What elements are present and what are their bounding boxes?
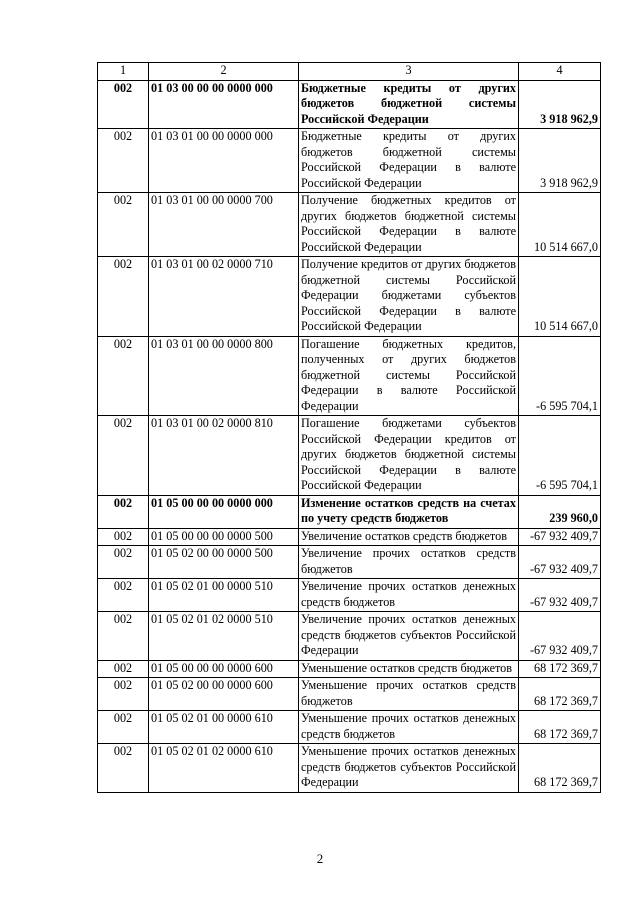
description-cell: Уменьшение прочих остатков денежных средств бюджетов: [299, 711, 519, 744]
admin-code-cell: 002: [98, 495, 149, 528]
table-row: [98, 257, 601, 337]
admin-code-cell: 002: [98, 744, 149, 793]
table-row: [98, 193, 601, 257]
table-row: [98, 579, 601, 612]
amount-cell: -67 932 409,7: [519, 528, 601, 546]
amount-cell: 10 514 667,0: [519, 193, 601, 257]
header-col-1: 1: [98, 63, 149, 81]
description-cell: Уменьшение прочих остатков денежных средств бюджетов субъектов Российской Федерации: [299, 744, 519, 793]
header-col-2: 2: [149, 63, 299, 81]
admin-code-cell: 002: [98, 711, 149, 744]
admin-code-cell: 002: [98, 80, 149, 129]
amount-cell: -67 932 409,7: [519, 612, 601, 661]
admin-code-cell: 002: [98, 579, 149, 612]
classification-code-cell: 01 05 02 00 00 0000 600: [149, 678, 299, 711]
table-row: [98, 612, 601, 661]
table-row: [98, 744, 601, 793]
admin-code-cell: 002: [98, 193, 149, 257]
classification-code-cell: 01 03 01 00 00 0000 700: [149, 193, 299, 257]
table-row: [98, 546, 601, 579]
amount-cell: 68 172 369,7: [519, 660, 601, 678]
classification-code-cell: 01 05 02 00 00 0000 500: [149, 546, 299, 579]
header-col-3: 3: [299, 63, 519, 81]
classification-code-cell: 01 03 01 00 02 0000 810: [149, 416, 299, 496]
classification-code-cell: 01 05 00 00 00 0000 500: [149, 528, 299, 546]
classification-code-cell: 01 05 02 01 02 0000 510: [149, 612, 299, 661]
admin-code-cell: 002: [98, 336, 149, 416]
table-row: [98, 528, 601, 546]
page-number: 2: [316, 851, 324, 866]
admin-code-cell: 002: [98, 129, 149, 193]
classification-code-cell: 01 05 02 01 02 0000 610: [149, 744, 299, 793]
amount-cell: 239 960,0: [519, 495, 601, 528]
description-cell: Увеличение остатков средств бюджетов: [299, 528, 519, 546]
description-cell: Уменьшение остатков средств бюджетов: [299, 660, 519, 678]
admin-code-cell: 002: [98, 257, 149, 337]
header-col-4: 4: [519, 63, 601, 81]
table-body: [98, 63, 601, 793]
admin-code-cell: 002: [98, 546, 149, 579]
table-row: [98, 495, 601, 528]
amount-cell: -67 932 409,7: [519, 546, 601, 579]
amount-cell: -6 595 704,1: [519, 416, 601, 496]
classification-code-cell: 01 05 02 01 00 0000 610: [149, 711, 299, 744]
description-cell: Бюджетные кредиты от других бюджетов бюджетной системы Российской Федерации: [299, 80, 519, 129]
table-row: [98, 711, 601, 744]
classification-code-cell: 01 05 00 00 00 0000 000: [149, 495, 299, 528]
table-row: [98, 678, 601, 711]
description-cell: Получение кредитов от других бюджетов бюджетной системы Российской Федерации бюджетами субъектов Российской Федерации в валюте Российской Федерации: [299, 257, 519, 337]
classification-code-cell: 01 03 01 00 00 0000 800: [149, 336, 299, 416]
description-cell: Бюджетные кредиты от других бюджетов бюджетной системы Российской Федерации в валюте Российской Федерации: [299, 129, 519, 193]
description-cell: Изменение остатков средств на счетах по учету средств бюджетов: [299, 495, 519, 528]
description-cell: Получение бюджетных кредитов от других бюджетов бюджетной системы Российской Федерации в валюте Российской Федерации: [299, 193, 519, 257]
admin-code-cell: 002: [98, 528, 149, 546]
amount-cell: 3 918 962,9: [519, 80, 601, 129]
table-row: [98, 660, 601, 678]
classification-code-cell: 01 05 00 00 00 0000 600: [149, 660, 299, 678]
table-row: [98, 80, 601, 129]
admin-code-cell: 002: [98, 416, 149, 496]
budget-sources-table: [97, 62, 601, 793]
classification-code-cell: 01 03 01 00 02 0000 710: [149, 257, 299, 337]
description-cell: Погашение бюджетами субъектов Российской Федерации кредитов от других бюджетов бюджетной системы Российской Федерации в валюте Российской Федерации: [299, 416, 519, 496]
amount-cell: 3 918 962,9: [519, 129, 601, 193]
table-header-row: [98, 63, 601, 81]
amount-cell: 68 172 369,7: [519, 711, 601, 744]
amount-cell: 10 514 667,0: [519, 257, 601, 337]
table-row: [98, 416, 601, 496]
admin-code-cell: 002: [98, 660, 149, 678]
amount-cell: 68 172 369,7: [519, 678, 601, 711]
table-row: [98, 129, 601, 193]
description-cell: Увеличение прочих остатков средств бюджетов: [299, 546, 519, 579]
amount-cell: -6 595 704,1: [519, 336, 601, 416]
amount-cell: -67 932 409,7: [519, 579, 601, 612]
classification-code-cell: 01 03 01 00 00 0000 000: [149, 129, 299, 193]
amount-cell: 68 172 369,7: [519, 744, 601, 793]
table-row: [98, 336, 601, 416]
description-cell: Увеличение прочих остатков денежных средств бюджетов субъектов Российской Федерации: [299, 612, 519, 661]
classification-code-cell: 01 03 00 00 00 0000 000: [149, 80, 299, 129]
admin-code-cell: 002: [98, 612, 149, 661]
admin-code-cell: 002: [98, 678, 149, 711]
description-cell: Уменьшение прочих остатков средств бюджетов: [299, 678, 519, 711]
description-cell: Увеличение прочих остатков денежных средств бюджетов: [299, 579, 519, 612]
description-cell: Погашение бюджетных кредитов, полученных от других бюджетов бюджетной системы Российской Федерации в валюте Российской Федерации: [299, 336, 519, 416]
classification-code-cell: 01 05 02 01 00 0000 510: [149, 579, 299, 612]
